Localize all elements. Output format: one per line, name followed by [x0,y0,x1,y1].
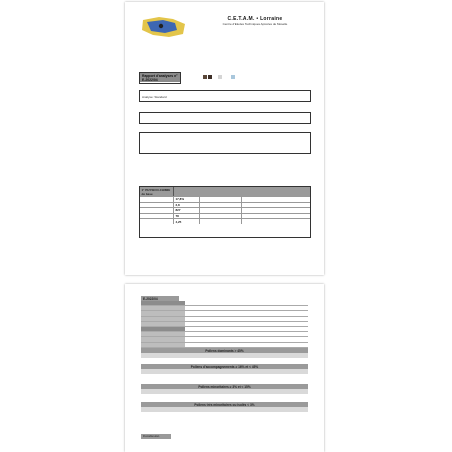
lorraine-map-logo [139,16,189,38]
column-header: 1° PHYSICO-CHIMIE de base [140,187,174,196]
band-body [141,353,308,358]
color-swatch [203,75,207,79]
references-box [139,90,311,102]
band-title: Pollens dominants > 45% [141,348,308,353]
bee-icon [159,24,163,28]
value-cell: 17,8% [174,197,200,202]
report-page-2 [125,284,324,452]
value-cell: 2,8 [174,203,200,208]
pollen-band-very-minor [141,402,308,412]
color-swatch [208,75,212,79]
value-cell: 827 [174,208,200,213]
table-row [140,218,310,224]
band-body [141,389,308,394]
analysis-type: Analyse: Standard [142,95,167,99]
report-id: E-2022/04 [141,296,179,301]
band-title: Pollens minoritaires ≥ 3% et < 15% [141,384,308,389]
value-cell: 4,25 [174,219,200,224]
band-title: Pollens très minoritaires ou isolés < 3% [141,402,308,407]
report-number-box [139,72,181,84]
physico-chemical-table [139,186,311,238]
appearance-box [139,132,311,154]
pollen-band-dominant [141,348,308,358]
table-row [140,196,310,202]
laboratory-header [195,16,315,26]
conclusion-section [141,434,308,439]
table-header [140,187,310,196]
report-page-1 [125,2,324,275]
lab-subtitle: Centre d'Etudes Techniques Apicoles de Moselle [222,22,288,26]
table-row [140,207,310,213]
value-cell: 78 [174,214,200,219]
band-body [141,407,308,412]
table-row [140,213,310,219]
conclusion-heading: Conclusion [141,434,171,439]
pollen-band-minor [141,384,308,394]
color-swatch [218,75,222,79]
table-row [140,202,310,208]
report-title: Rapport d'analyses n° E-2022/04 [140,73,180,82]
honey-color-swatches [203,75,235,79]
pollen-analysis-header [141,296,308,353]
lab-title: C.E.T.A.M. • Lorraine [227,16,283,22]
pollen-band-accompanying [141,364,308,374]
origin-box [139,112,311,124]
band-title: Pollens d'accompagnements ≥ 16% et < 45% [141,364,308,369]
band-body [141,369,308,374]
color-swatch [231,75,235,79]
